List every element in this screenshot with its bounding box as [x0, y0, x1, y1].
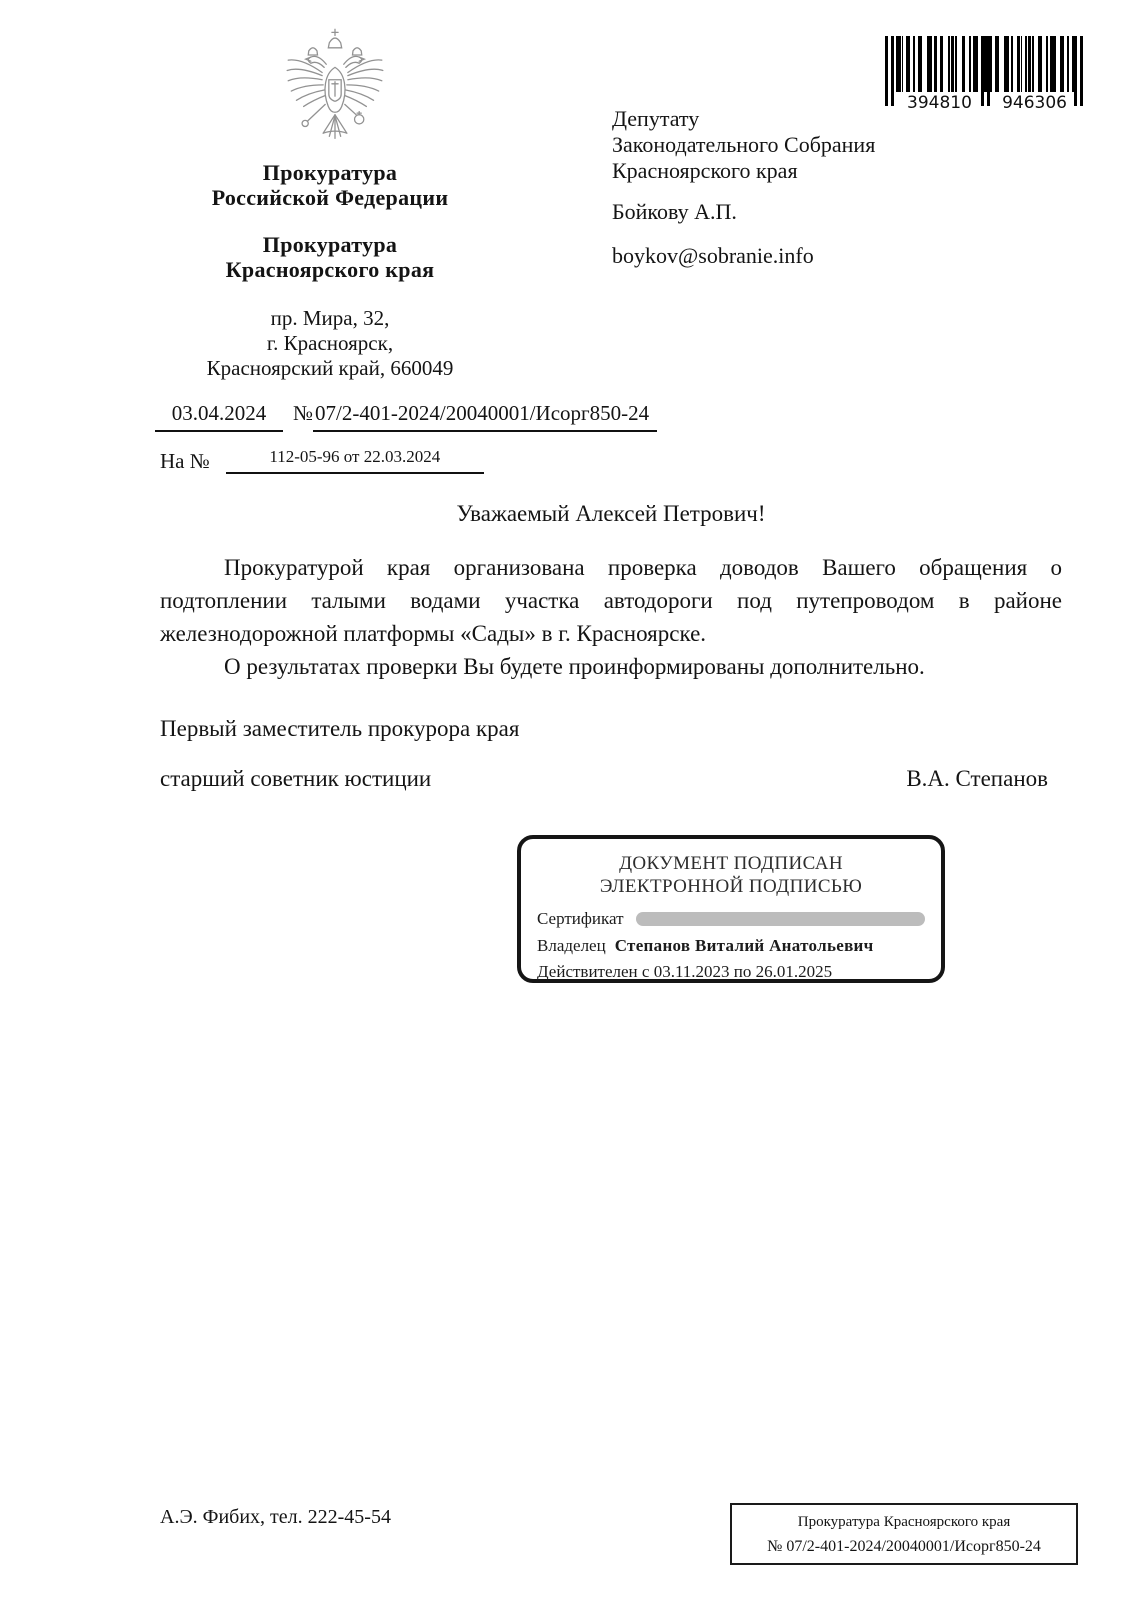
number-sign: № — [293, 401, 314, 425]
parent-org-name-line: Российской Федерации — [211, 185, 449, 210]
signer-position-line1: Первый заместитель прокурора края — [160, 716, 520, 741]
owner-name: Степанов Виталий Анатольевич — [614, 936, 874, 955]
salutation: Уважаемый Алексей Петрович! — [456, 501, 766, 526]
recipient-name: Бойкову А.П. — [612, 199, 737, 224]
outgoing-number: 07/2-401-2024/20040001/Исорг850-24 — [313, 401, 657, 432]
address-line: Красноярский край, 660049 — [206, 356, 454, 380]
barcode-digits — [885, 92, 1083, 113]
barcode-image — [885, 36, 1083, 92]
executor-contact: А.Э. Фибих, тел. 222-45-54 — [160, 1506, 391, 1528]
recipient-line: Законодательного Собрания — [612, 132, 876, 157]
letter-body — [160, 551, 1062, 683]
reply-to-number: 112-05-96 от 22.03.2024 — [226, 447, 484, 474]
stamp-org-name: Прокуратура Красноярского края — [797, 1514, 1011, 1530]
letter-date: 03.04.2024 — [155, 401, 283, 432]
stamp-number: № 07/2-401-2024/20040001/Исорг850-24 — [767, 1538, 1041, 1555]
body-paragraph: О результатах проверки Вы будете проинформированы дополнительно. — [224, 654, 925, 679]
recipient-block — [612, 106, 875, 269]
signer-position-line2: старший советник юстиции — [160, 766, 432, 791]
parent-org-name-line: Прокуратура — [262, 160, 398, 185]
body-paragraph: Прокуратурой края организована проверка доводов Вашего обращения о подтоплении талыми водами участка автодороги под путепроводом в районе железнодорожной платформы «Сады» в г. Красноярске. — [160, 555, 1062, 646]
certificate-redaction-bar — [636, 912, 925, 926]
signer-name: В.А. Степанов — [906, 766, 1048, 791]
registration-stamp-box — [730, 1503, 1078, 1565]
registration-barcode — [885, 36, 1083, 113]
org-name-line: Красноярского края — [225, 257, 435, 282]
address-line: пр. Мира, 32, — [270, 306, 390, 330]
address-line: г. Красноярск, — [266, 331, 394, 355]
esign-title — [537, 852, 925, 898]
barcode-digits-right: 946306 — [1002, 93, 1067, 113]
esign-title-line1: ДОКУМЕНТ ПОДПИСАН — [619, 853, 843, 874]
org-address — [148, 306, 512, 381]
esign-title-line2: ЭЛЕКТРОННОЙ ПОДПИСЬЮ — [599, 876, 863, 897]
owner-row — [537, 936, 925, 956]
certificate-label: Сертификат — [537, 909, 624, 928]
reply-to-label: На № — [160, 449, 210, 473]
recipient-line: Красноярского края — [612, 158, 798, 183]
electronic-signature-stamp — [517, 835, 945, 983]
validity-row — [537, 962, 925, 982]
letterhead — [148, 160, 512, 381]
incoming-reference-line — [160, 447, 484, 474]
signature-row — [160, 766, 1048, 792]
coat-of-arms-icon — [281, 26, 389, 154]
recipient-line: Депутату — [612, 106, 700, 131]
org-name-line: Прокуратура — [262, 232, 398, 257]
owner-label: Владелец — [537, 936, 606, 955]
validity-text: Действителен с 03.11.2023 по 26.01.2025 — [537, 962, 833, 981]
certificate-row — [537, 909, 925, 929]
recipient-email: boykov@sobranie.info — [612, 243, 814, 268]
outgoing-reference-line — [155, 401, 657, 432]
barcode-digits-left: 394810 — [907, 93, 972, 113]
